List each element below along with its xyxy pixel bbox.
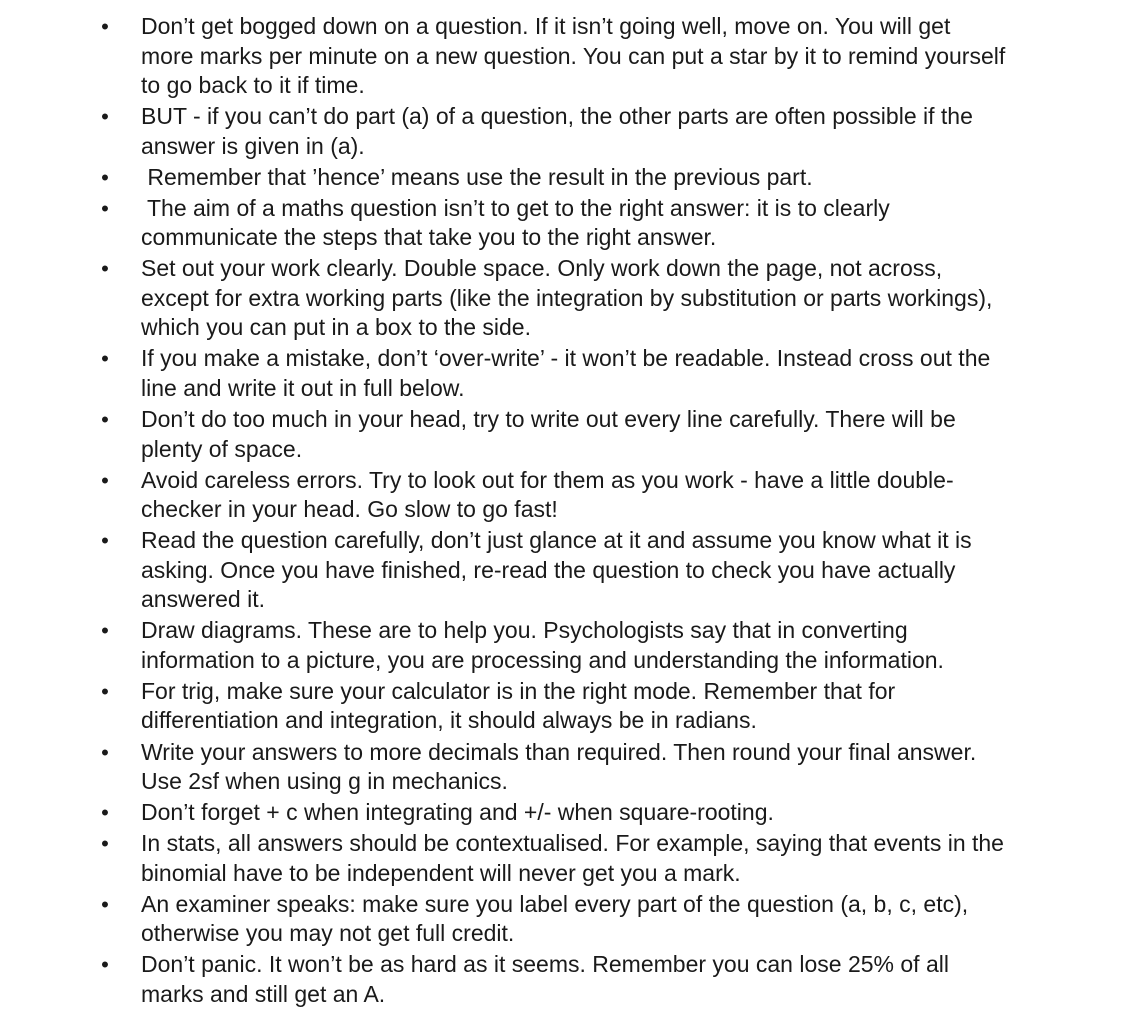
bullet-icon: • <box>101 346 109 372</box>
bullet-icon: • <box>101 104 109 130</box>
list-item <box>0 616 1140 675</box>
bullet-icon: • <box>101 618 109 644</box>
text-line: marks and still get an A. <box>141 980 386 1007</box>
text-line: to go back to it if time. <box>141 72 365 98</box>
text-line: except for extra working parts (like the integration by substitution or parts workings), <box>141 284 993 311</box>
list-item <box>0 102 1140 161</box>
text-line: binomial have to be independent will never get you a mark. <box>141 859 741 886</box>
list-item <box>0 738 1140 797</box>
list-item-text <box>141 102 1120 161</box>
list-item <box>0 163 1140 193</box>
text-line: Read the question carefully, don’t just glance at it and assume you know what it is <box>141 527 972 554</box>
text-line: asking. Once you have finished, re-read the question to check you have actually <box>141 556 956 583</box>
list-item <box>0 950 1140 1009</box>
text-line: BUT - if you can’t do part (a) of a question, the other parts are often possible if the <box>141 103 973 130</box>
text-line: The aim of a maths question isn’t to get to the right answer: it is to clearly <box>141 194 890 221</box>
text-line: Don’t panic. It won’t be as hard as it seems. Remember you can lose 25% of all <box>141 951 949 978</box>
bullet-icon: • <box>101 891 109 917</box>
list-item-text <box>141 466 1120 525</box>
text-line: In stats, all answers should be contextualised. For example, saying that events in the <box>141 830 1004 857</box>
bullet-icon: • <box>101 678 109 704</box>
list-item-text <box>141 344 1120 403</box>
list-item <box>0 890 1140 949</box>
text-line: which you can put in a box to the side. <box>141 314 531 341</box>
list-item-text <box>141 677 1120 736</box>
bullet-icon: • <box>101 952 109 978</box>
list-item <box>0 677 1140 736</box>
text-line: answered it. <box>141 586 266 613</box>
list-item-text <box>141 254 1120 343</box>
list-item <box>0 798 1140 828</box>
text-line: Use 2sf when using g in mechanics. <box>141 768 508 795</box>
list-item-text <box>141 738 1120 797</box>
bullet-icon: • <box>101 800 109 826</box>
text-line: answer is given in (a). <box>141 132 365 159</box>
text-line: information to a picture, you are processing and understanding the information. <box>141 646 944 673</box>
text-line: differentiation and integration, it should always be in radians. <box>141 707 757 734</box>
list-item-text <box>141 890 1120 949</box>
text-line: Set out your work clearly. Double space. Only work down the page, not across, <box>141 255 943 282</box>
text-line: For trig, make sure your calculator is in the right mode. Remember that for <box>141 677 896 704</box>
list-item <box>0 12 1140 101</box>
document-page <box>0 12 1140 1011</box>
list-item-text <box>141 616 1120 675</box>
text-line: Don’t do too much in your head, try to write out every line carefully. There will be <box>141 406 956 433</box>
list-item-text <box>141 950 1120 1009</box>
text-line: checker in your head. Go slow to go fast! <box>141 496 558 523</box>
list-item-text <box>141 526 1120 615</box>
text-line: If you make a mistake, don’t ‘over-write’ - it won’t be readable. Instead cross out the <box>141 345 991 372</box>
bullet-icon: • <box>101 528 109 554</box>
text-line: Don’t forget + c when integrating and +/- when square-rooting. <box>141 799 774 826</box>
list-item-text <box>141 194 1120 253</box>
text-line: An examiner speaks: make sure you label every part of the question (a, b, c, etc), <box>141 890 969 917</box>
text-line: Remember that ’hence’ means use the result in the previous part. <box>141 163 813 190</box>
list-item <box>0 466 1140 525</box>
bullet-icon: • <box>101 739 109 765</box>
text-line: plenty of space. <box>141 435 303 462</box>
text-line: line and write it out in full below. <box>141 374 465 401</box>
text-line: otherwise you may not get full credit. <box>141 920 515 947</box>
list-item <box>0 405 1140 464</box>
bullet-icon: • <box>101 831 109 857</box>
bullet-icon: • <box>101 467 109 493</box>
list-item-text <box>141 829 1120 888</box>
bullet-icon: • <box>101 14 109 39</box>
bullet-icon: • <box>101 164 109 190</box>
list-item <box>0 829 1140 888</box>
text-line: Write your answers to more decimals than required. Then round your final answer. <box>141 738 977 765</box>
text-line: Don’t get bogged down on a question. If it isn’t going well, move on. You will get <box>141 13 951 39</box>
list-item <box>0 344 1140 403</box>
text-line: communicate the steps that take you to the right answer. <box>141 224 717 251</box>
bullet-icon: • <box>101 407 109 433</box>
list-item-text <box>141 405 1120 464</box>
list-item-text <box>141 163 1120 193</box>
text-line: Draw diagrams. These are to help you. Psychologists say that in converting <box>141 617 908 644</box>
list-item <box>0 254 1140 343</box>
bullet-icon: • <box>101 195 109 221</box>
text-line: more marks per minute on a new question. You can put a star by it to remind yourself <box>141 42 1006 69</box>
list-item-text <box>141 12 1120 101</box>
bullet-icon: • <box>101 256 109 282</box>
text-line: Avoid careless errors. Try to look out for them as you work - have a little double- <box>141 466 954 493</box>
list-item-text <box>141 798 1120 828</box>
list-item <box>0 526 1140 615</box>
tips-bullet-list <box>0 12 1140 1009</box>
list-item <box>0 194 1140 253</box>
